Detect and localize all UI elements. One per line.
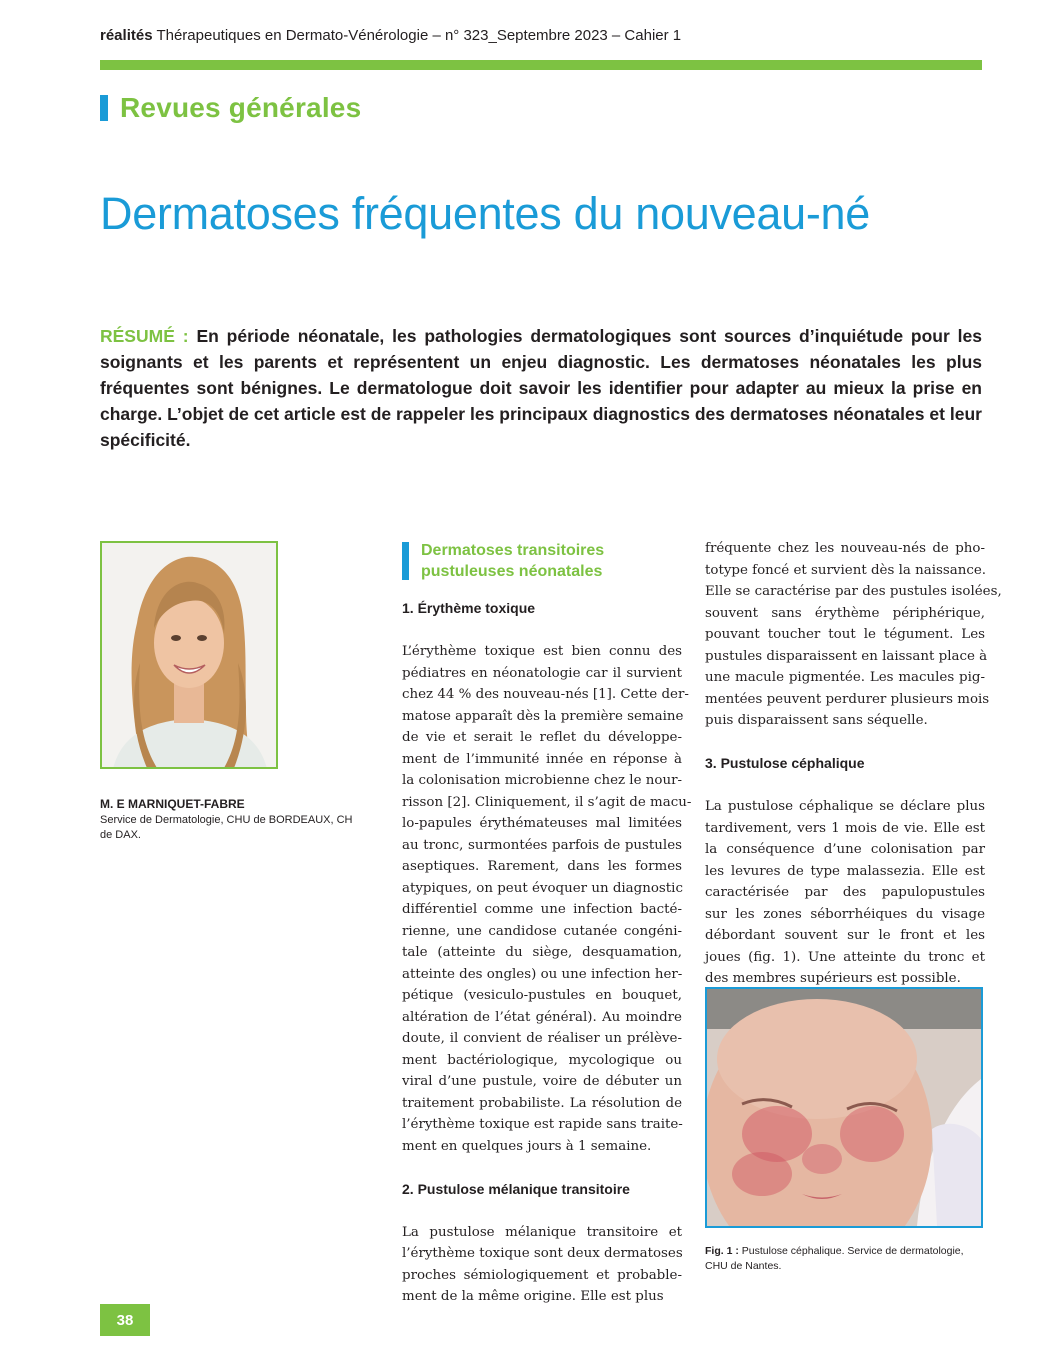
text-line: puis disparaissent sans séquelle.: [705, 713, 928, 728]
text-line: lo-papules érythémateuses mal limitées: [402, 816, 682, 831]
text-line: pédiatres en néonatologie car il survient: [402, 665, 682, 681]
text-line: caractérisée par des papulopustules: [705, 885, 985, 900]
text-line: viral d’une pustule, voire de débuter un: [402, 1074, 682, 1089]
section-label: [100, 92, 361, 124]
journal-brand: réalités: [100, 27, 153, 44]
text-line: la conséquence d’une colonisation par: [705, 842, 985, 857]
text-line: différentiel comme une infection bacté-: [402, 902, 682, 917]
text-line: pouvant toucher tout le tégument. Les: [705, 627, 985, 642]
text-line: ment en quelques jours à 1 semaine.: [402, 1138, 652, 1154]
subheading-erytheme: 1. Érythème toxique: [402, 600, 536, 616]
summary-text: En période néonatale, les pathologies dermatologiques sont sources d’inquiétude pour les soignants et les parents et représentent un enjeu diagnostic. Les dermatoses néonatales les plus fréquentes sont bénignes. Le dermatologue doit savoir les identifier pour adapter au mieux la prise en charge. L’objet de cet article est de rappeler les principaux diagnostics des dermatoses néonatales et leur spécificité.: [100, 326, 982, 450]
text-line: matose apparaît dès la première semaine: [402, 708, 684, 724]
figure-caption: [705, 1244, 985, 1274]
page-number: 38: [100, 1304, 150, 1336]
text-line: l’érythème toxique est rapide sans traite-: [402, 1117, 683, 1132]
text-line: risson [2]. Cliniquement, il s’agit de macu-: [402, 794, 692, 810]
text-line: aseptiques. Rarement, dans les formes: [402, 859, 682, 874]
author-affiliation: Service de Dermatologie, CHU de BORDEAUX, CH de DAX.: [100, 814, 353, 841]
text-line: l’érythème toxique sont deux dermatoses: [402, 1246, 683, 1261]
paragraph-pustulose-melanique-cont: [705, 538, 1002, 732]
text-line: une macule pigmentée. Les macules pig-: [705, 670, 985, 685]
text-line: tardivement, vers 1 mois de vie. Elle est: [705, 820, 985, 836]
text-line: La pustulose mélanique transitoire et: [402, 1224, 682, 1240]
subsection-heading: [402, 540, 604, 582]
text-line: débordant souvent sur le front et les: [705, 928, 985, 943]
text-line: atteinte des ongles) ou une infection her-: [402, 966, 683, 982]
summary-label: RÉSUMÉ :: [100, 326, 189, 346]
text-line: mentées peuvent perdurer plusieurs mois: [705, 691, 990, 707]
text-line: doute, il convient de réaliser un prélève-: [402, 1031, 682, 1046]
figure-caption-text: Pustulose céphalique. Service de dermatologie, CHU de Nantes.: [705, 1245, 964, 1272]
section-title: Revues générales: [120, 92, 362, 123]
text-line: joues (fig. 1). Une atteinte du tronc et: [705, 949, 985, 965]
text-line: au tronc, surmontées parfois de pustules: [402, 837, 682, 853]
text-line: L’érythème toxique est bien connu des: [402, 644, 682, 659]
subheading-pustulose-melanique: 2. Pustulose mélanique transitoire: [402, 1180, 630, 1197]
text-line: traitement probabiliste. La résolution de: [402, 1095, 682, 1111]
paragraph-erytheme: [402, 641, 692, 1157]
text-line: pustules disparaissent en laissant place à: [705, 648, 988, 664]
paragraph-pustulose-melanique: [402, 1222, 682, 1308]
text-line: de vie et serait le reflet du développe-: [402, 730, 682, 745]
journal-issue: Thérapeutiques en Dermato-Vénérologie – n° 323_Septembre 2023 – Cahier 1: [156, 27, 682, 44]
subsection-title-line: pustuleuses néonatales: [421, 563, 603, 580]
figure-1-image: [705, 987, 983, 1228]
running-header: [100, 27, 681, 44]
text-line: sur les zones séborrhéiques du visage: [705, 906, 985, 922]
text-line: les levures de type malassezia. Elle est: [705, 863, 985, 879]
text-line: tale (atteinte du siège, desquamation,: [402, 945, 682, 960]
header-rule: [100, 60, 982, 70]
infant-face-photo: [707, 989, 981, 1226]
text-line: proches sémiologiquement et probable-: [402, 1267, 682, 1283]
article-title: Dermatoses fréquentes du nouveau-né: [100, 188, 870, 239]
subsection-title-line: Dermatoses transitoires: [421, 542, 605, 559]
article-summary: [100, 323, 982, 453]
text-line: atypiques, on peut évoquer un diagnostic: [402, 880, 683, 896]
text-line: Elle se caractérise par des pustules isolées,: [705, 584, 1002, 599]
text-line: altération de l’état général). Au moindre: [402, 1009, 682, 1025]
author-photo: [100, 541, 278, 769]
text-line: La pustulose céphalique se déclare plus: [705, 799, 985, 814]
author-name: M. E MARNIQUET-FABRE: [100, 797, 245, 811]
author-portrait-image: [102, 543, 276, 767]
text-column-right: [705, 538, 1002, 990]
figure-label: Fig. 1 :: [705, 1245, 739, 1257]
text-line: fréquente chez les nouveau-nés de pho-: [705, 541, 985, 556]
subsection-title: [421, 540, 604, 582]
text-line: ment bactériologique, mycologique ou: [402, 1052, 682, 1068]
text-line: chez 44 % des nouveau-nés [1]. Cette der-: [402, 687, 689, 702]
text-line: pétique (vesiculo-pustules en bouquet,: [402, 988, 682, 1003]
paragraph-pustulose-cephalique: [705, 796, 985, 990]
section-marker: [100, 95, 108, 121]
text-column-left: [402, 598, 692, 1308]
subsection-marker: [402, 542, 409, 580]
text-line: ment de la même origine. Elle est plus: [402, 1289, 664, 1304]
text-line: souvent sans érythème périphérique,: [705, 605, 985, 621]
text-line: ment de l’immunité innée en réponse à: [402, 751, 682, 767]
text-line: la colonisation microbienne chez le nour-: [402, 773, 683, 788]
text-line: totype foncé et survient dès la naissance.: [705, 562, 987, 578]
text-line: des membres supérieurs est possible.: [705, 971, 961, 986]
subheading-pustulose-cephalique: 3. Pustulose céphalique: [705, 755, 865, 771]
text-line: rienne, une candidose cutanée congéni-: [402, 923, 682, 939]
